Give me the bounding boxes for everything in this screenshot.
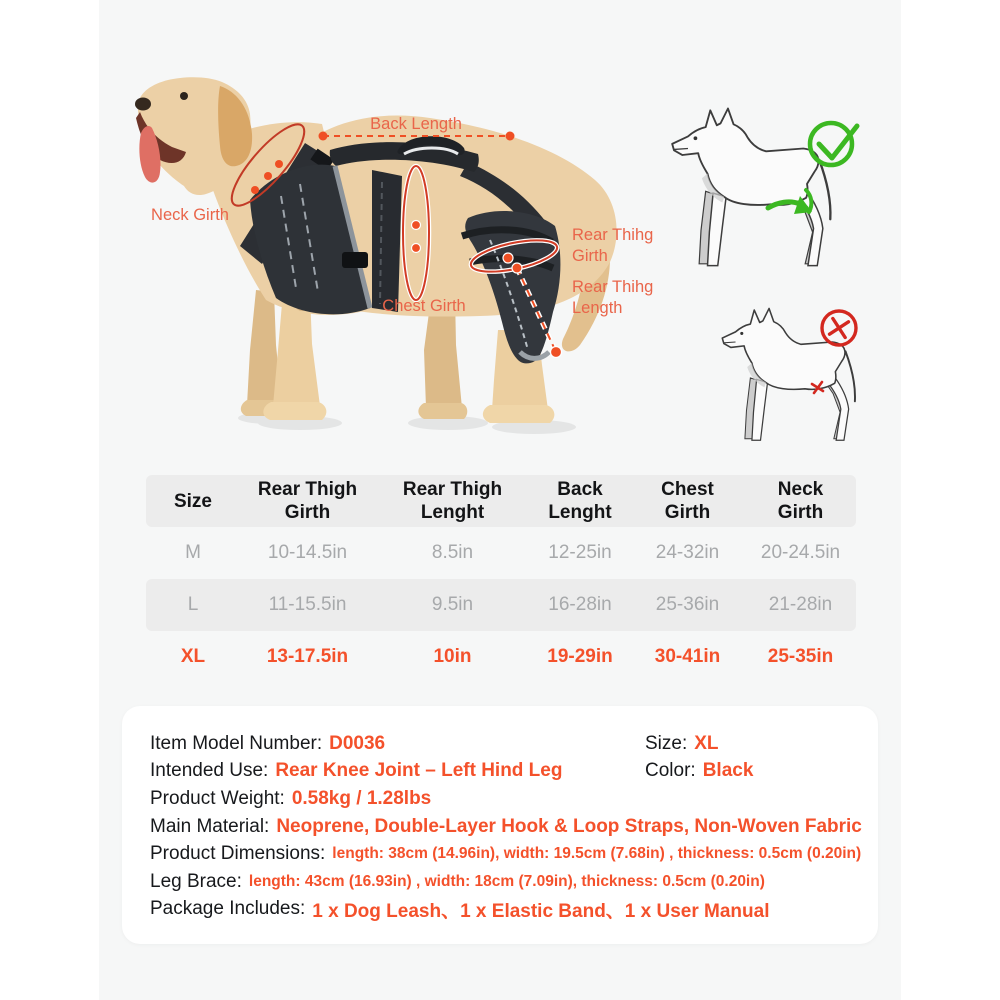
table-row-l: L 11-15.5in 9.5in 16-28in 25-36in 21-28in xyxy=(146,579,856,631)
detail-package-includes: Package Includes: 1 x Dog Leash、1 x Elastic Band、1 x User Manual xyxy=(150,898,770,922)
detail-size: Size: XL xyxy=(645,732,719,754)
col-header-rear-thigh-length: Rear Thigh Lenght xyxy=(402,479,503,523)
detail-main-material: Main Material: Neoprene, Double-Layer Hook & Loop Straps, Non-Woven Fabric xyxy=(150,815,862,837)
rear-thigh-girth-label: Rear Thihg Girth xyxy=(572,226,654,265)
back-length-label: Back Length xyxy=(370,115,462,133)
rear-thigh-length-label: Rear Thihg Length xyxy=(572,278,654,317)
table-row-xl: XL 13-17.5in 10in 19-29in 30-41in 25-35in xyxy=(180,646,834,667)
size-table-header xyxy=(146,475,856,527)
x-circle-icon xyxy=(822,311,856,345)
table-row-m: M 10-14.5in 8.5in 12-25in 24-32in 20-24.5in xyxy=(185,542,841,563)
col-header-neck-girth: Neck Girth xyxy=(777,479,824,523)
detail-product-weight: Product Weight: 0.58kg / 1.28lbs xyxy=(150,787,432,809)
detail-intended-use: Intended Use: Rear Knee Joint – Left Hind Leg Color: Black xyxy=(150,758,850,786)
check-circle-icon xyxy=(810,123,857,165)
col-header-size: Size xyxy=(173,490,213,512)
outline-dog-correct xyxy=(672,109,830,266)
chest-girth-label: Chest Girth xyxy=(382,297,466,315)
product-details-card xyxy=(122,706,878,944)
neck-girth-label: Neck Girth xyxy=(151,206,229,224)
detail-leg-brace-dimensions: Leg Brace: length: 43cm (16.93in) , width: 18cm (7.09in), thickness: 0.5cm (0.20in) xyxy=(150,870,765,892)
detail-product-dimensions: Product Dimensions: length: 38cm (14.96in), width: 19.5cm (7.68in) , thickness: 0.5cm (0.20in) xyxy=(150,843,862,865)
outline-dog-incorrect xyxy=(722,308,855,440)
col-header-back-length: Back Lenght xyxy=(548,479,612,523)
detail-color: Color: Black xyxy=(645,760,754,782)
detail-item-model-number: Item Model Number: D0036 Size: XL xyxy=(150,730,850,758)
size-table xyxy=(146,475,856,683)
col-header-chest-girth: Chest Girth xyxy=(661,479,714,523)
col-header-rear-thigh-girth: Rear Thigh Girth xyxy=(257,479,358,523)
